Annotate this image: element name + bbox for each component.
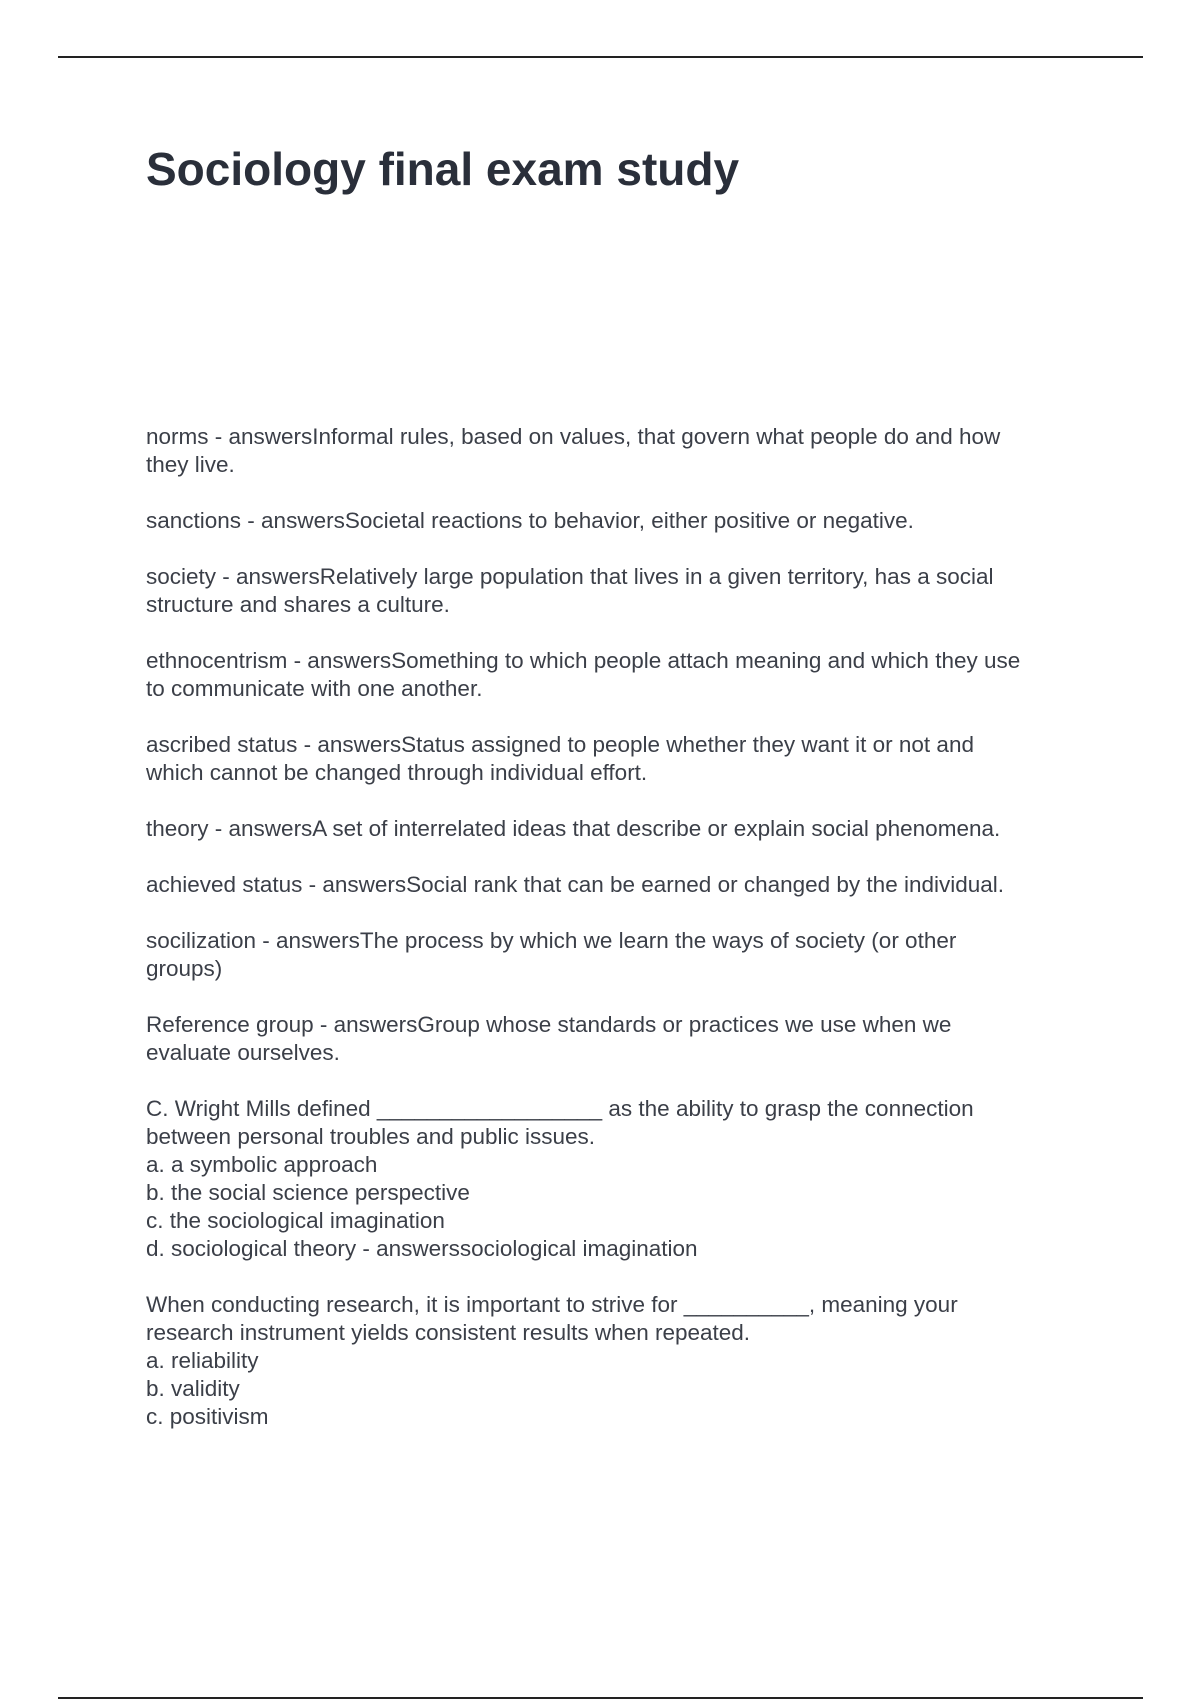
- entry-line: to communicate with one another.: [146, 676, 483, 701]
- answer-option: b. the social science perspective: [146, 1180, 470, 1205]
- entry-society: [146, 563, 1096, 619]
- entry-line: structure and shares a culture.: [146, 592, 450, 617]
- entry-sanctions: [146, 507, 1096, 535]
- entry-line: groups): [146, 956, 223, 981]
- answer-option: a. reliability: [146, 1348, 259, 1373]
- answer-option: c. positivism: [146, 1404, 269, 1429]
- document-body: [146, 423, 1096, 1459]
- entry-norms: [146, 423, 1096, 479]
- entry-line: society - answersRelatively large population that lives in a given territory, has a social: [146, 564, 994, 589]
- answer-option: c. the sociological imagination: [146, 1208, 445, 1233]
- answer-option: b. validity: [146, 1376, 240, 1401]
- bottom-divider: [58, 1697, 1143, 1699]
- entry-question-research: [146, 1291, 1096, 1431]
- answer-option: a. a symbolic approach: [146, 1152, 378, 1177]
- entry-line: ascribed status - answersStatus assigned to people whether they want it or not and: [146, 732, 974, 757]
- entry-line: ethnocentrism - answersSomething to which people attach meaning and which they use: [146, 648, 1021, 673]
- entry-line: which cannot be changed through individual effort.: [146, 760, 648, 785]
- entry-line: theory - answersA set of interrelated ideas that describe or explain social phenomena.: [146, 816, 1001, 841]
- entry-line: between personal troubles and public issues.: [146, 1124, 596, 1149]
- entry-theory: [146, 815, 1096, 843]
- entry-question-mills: [146, 1095, 1096, 1263]
- entry-line: evaluate ourselves.: [146, 1040, 340, 1065]
- entry-line: they live.: [146, 452, 235, 477]
- entry-reference-group: [146, 1011, 1096, 1067]
- entry-line: Reference group - answersGroup whose standards or practices we use when we: [146, 1012, 952, 1037]
- entry-achieved-status: [146, 871, 1096, 899]
- entry-ethnocentrism: [146, 647, 1096, 703]
- entry-line: When conducting research, it is important to strive for __________, meaning your: [146, 1292, 958, 1317]
- entry-line: socilization - answersThe process by which we learn the ways of society (or other: [146, 928, 957, 953]
- entry-ascribed-status: [146, 731, 1096, 787]
- entry-line: sanctions - answersSocietal reactions to behavior, either positive or negative.: [146, 508, 914, 533]
- entry-line: C. Wright Mills defined __________________ as the ability to grasp the connection: [146, 1096, 974, 1121]
- page-title: Sociology final exam study: [146, 143, 740, 195]
- entry-line: research instrument yields consistent results when repeated.: [146, 1320, 751, 1345]
- entry-line: achieved status - answersSocial rank that can be earned or changed by the individual.: [146, 872, 1005, 897]
- top-divider: [58, 56, 1143, 58]
- answer-option: d. sociological theory - answerssociological imagination: [146, 1236, 698, 1261]
- entry-line: norms - answersInformal rules, based on values, that govern what people do and how: [146, 424, 1001, 449]
- entry-socilization: [146, 927, 1096, 983]
